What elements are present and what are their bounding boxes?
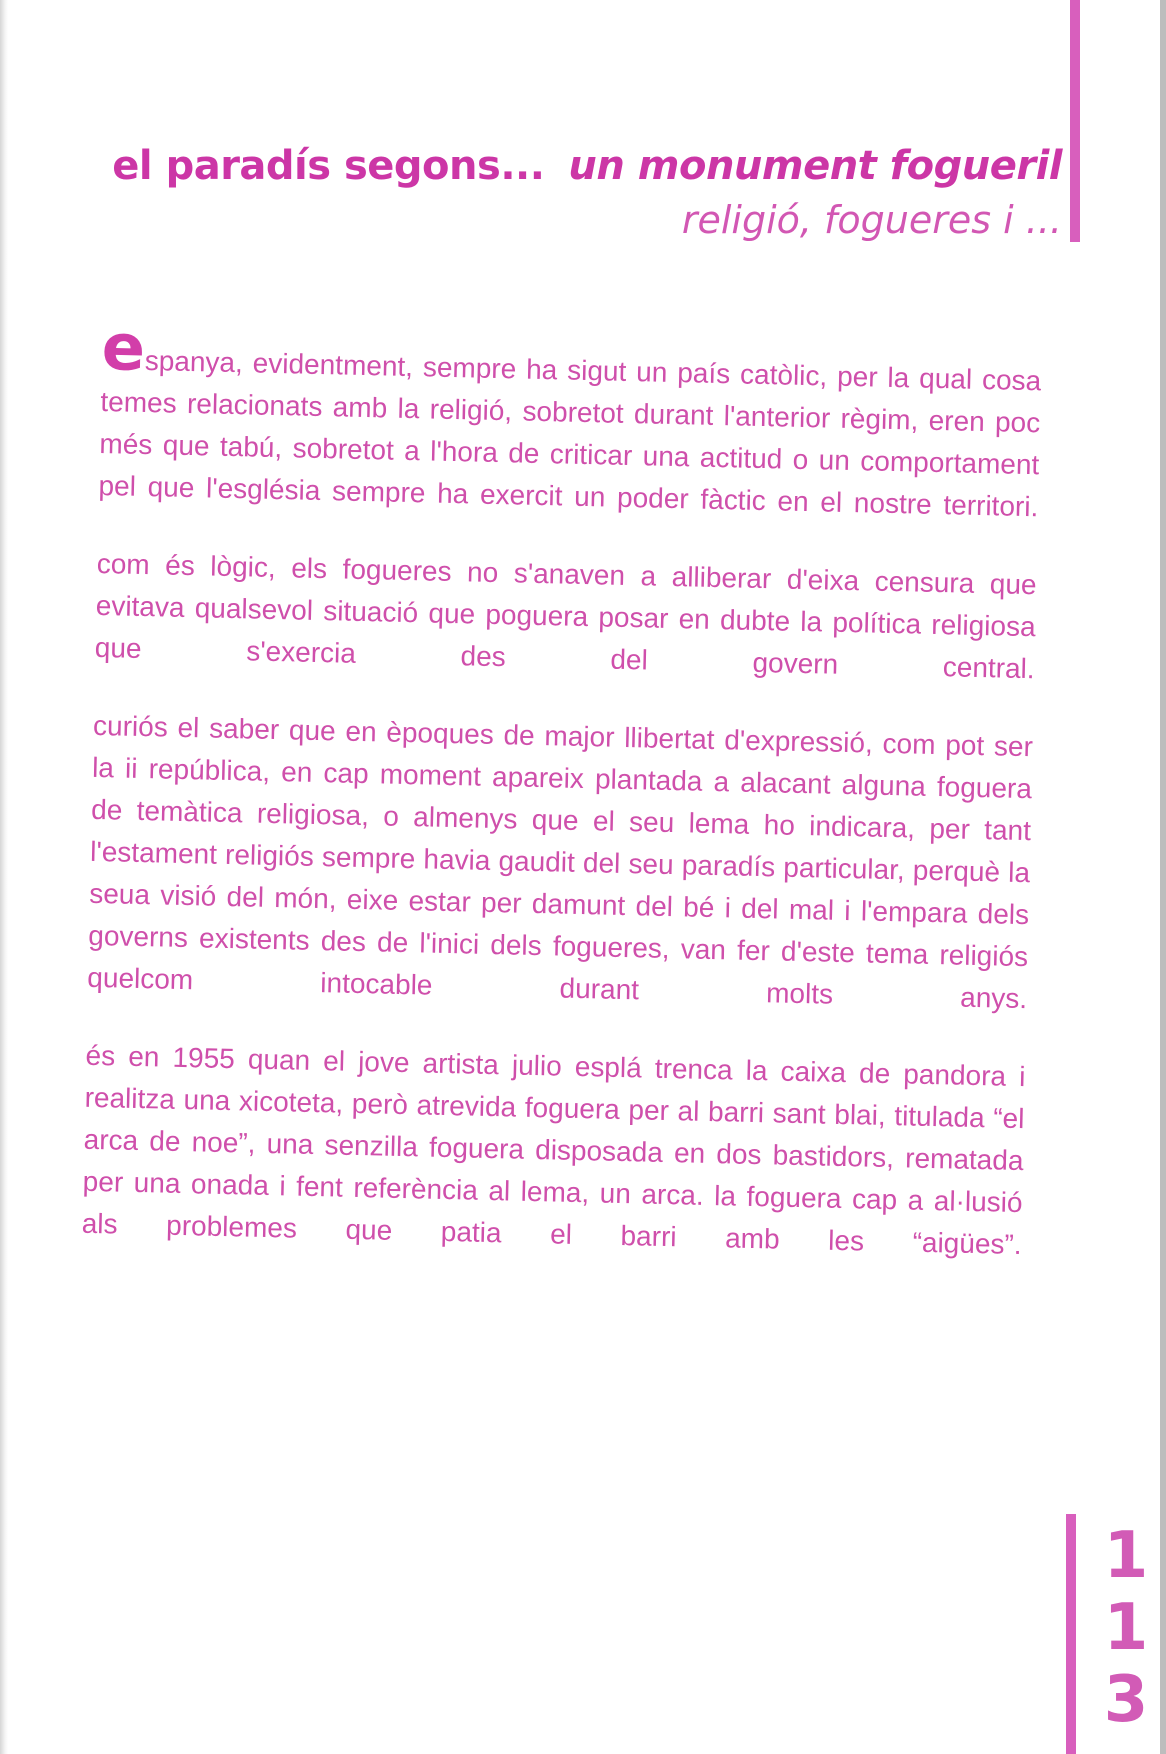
title-part-1: el paradís segons... — [112, 143, 545, 189]
article-body — [81, 311, 1042, 1302]
page-number-digit: 3 — [1103, 1663, 1149, 1737]
page-edge-shadow — [0, 0, 8, 1754]
page-edge-right — [1160, 0, 1166, 1754]
bottom-accent-rule — [1066, 1514, 1076, 1754]
page-subtitle: religió, fogueres i ... — [681, 198, 1062, 242]
title-part-2: un monument fogueril — [568, 143, 1062, 189]
paragraph-3: curiós el saber que en èpoques de major llibertat d'expressió, com pot ser la ii república, en cap moment apareix plantada a alacant alguna foguera de temàtica religiosa, o almenys que el seu lema ho indicara, per tant l'estament religiós sempre havia gaudit del seu paradís particular, perquè la seua visió del món, eixe estar per damunt del bé i del mal i l'empara dels governs existents des de l'inici dels fogueres, van fer d'este tema religiós quelcom intocable durant molts anys. — [87, 709, 1034, 1015]
page-number-digit: 1 — [1103, 1519, 1149, 1593]
paragraph-1 — [98, 311, 1042, 528]
paragraph-4: és en 1955 quan el jove artista julio esplá trenca la caixa de pandora i realitza una xicoteta, però atrevida foguera per al barri sant blai, titulada “el arca de noe”, una senzilla foguera disposada en dos bastidors, rematada per una onada i fent referència al lema, un arca. la foguera cap a al·lusió als problemes que patia el barri amb les “aigües”. — [81, 1039, 1026, 1261]
drop-cap: e — [100, 311, 146, 386]
page-title — [112, 143, 1062, 189]
page-number — [1092, 1520, 1160, 1736]
page-number-digit: 1 — [1103, 1591, 1149, 1665]
top-accent-rule — [1070, 0, 1080, 242]
paragraph-1-text: spanya, evidentment, sempre ha sigut un país catòlic, per la qual cosa temes relacionats amb la religió, sobretot durant l'anterior règim, eren poc més que tabú, sobretot a l'hora de criticar una actitud o un comportament pel que l'església sempre ha exercit un poder fàctic en el nostre territori. — [98, 344, 1042, 523]
paragraph-2: com és lògic, els fogueres no s'anaven a alliberar d'eixa censura que evitava qualsevol situació que poguera posar en dubte la política religiosa que s'exercia des del govern central. — [94, 547, 1037, 685]
